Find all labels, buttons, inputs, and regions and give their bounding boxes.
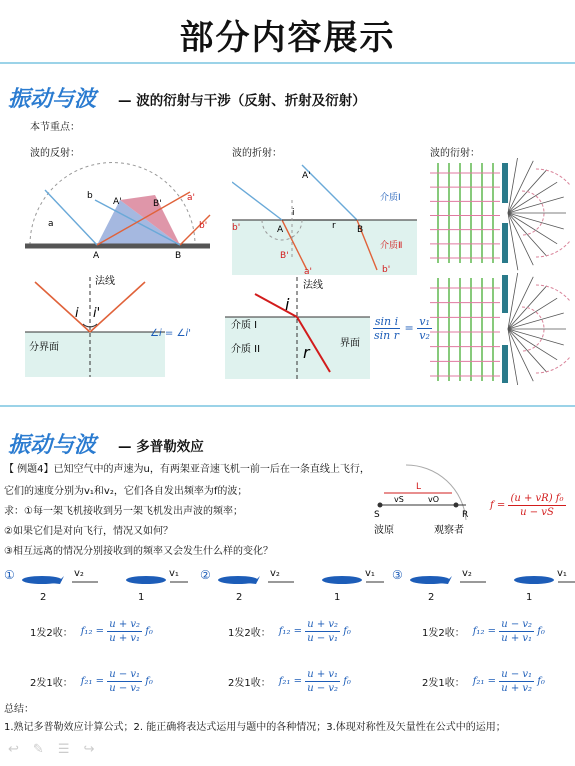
problem-line4: ②如果它们是对向飞行，情况又如何？ (4, 526, 173, 537)
refr-normal-label: 法线 (303, 280, 323, 291)
refr-medium2: 介质Ⅱ (380, 241, 403, 251)
formula-row (228, 668, 351, 695)
label-vO: vO (428, 495, 440, 504)
diffraction-diagram (430, 158, 570, 273)
formula-label: 2发1收： (422, 678, 465, 689)
medium1-label: 介质 I (231, 320, 258, 331)
formula: f₂₁ = $\frac{\text{u − v₁}}{\text{u + v₂}}$ f₀ (472, 669, 545, 694)
fan-ray (508, 313, 564, 329)
doppler-num: (u + vR) f₀ (510, 493, 564, 504)
angle-i-prime: i' (93, 306, 101, 321)
barrier2-top (502, 275, 508, 313)
formula-label: 1发2收： (422, 628, 465, 639)
refr-label-b-prime: b' (382, 265, 391, 275)
formula-row (30, 618, 153, 645)
fan-ray (508, 197, 564, 213)
fan-ray (508, 158, 518, 213)
page-title: 部分内容展示 (179, 18, 396, 58)
interface2-label: 界面 (340, 338, 360, 349)
back-arrow-icon[interactable]: ↩ (8, 742, 19, 757)
plane-number-right: 1 (138, 592, 145, 603)
refr-label-B-prime: B' (280, 251, 289, 261)
wave-grid-2 (430, 278, 500, 381)
forward-arrow-icon[interactable]: ↪ (83, 742, 95, 757)
label-A-prime: A' (113, 197, 122, 207)
doppler-arc (406, 465, 469, 520)
snell-num: sin i (374, 315, 399, 328)
formula-label: 1发2收： (228, 628, 271, 639)
fan-ray (508, 329, 518, 385)
refr-angle-r: r (303, 343, 310, 362)
velocity-label-left: v₂ (270, 568, 280, 579)
label-b: b (87, 191, 93, 201)
barrier2-bottom (502, 345, 508, 383)
plane-1-body (126, 576, 166, 584)
fan-arc (550, 158, 570, 273)
refraction-law-diagram (225, 272, 375, 382)
reflection-law-medium (25, 332, 165, 377)
formula-row (228, 618, 351, 645)
angle-arc (83, 324, 97, 327)
reflection-label: 波的反射： (30, 148, 80, 159)
formula: f₂₁ = $\frac{\text{u − v₁}}{\text{u − v₂}}$ f₀ (80, 669, 153, 694)
plane-number-left: 2 (428, 592, 435, 603)
interface-label: 分界面 (29, 342, 59, 353)
formula-label: 2发1收： (30, 678, 73, 689)
menu-icon[interactable]: ☰ (57, 742, 70, 757)
snell-rden: v₂ (419, 329, 430, 342)
plane-1-body (322, 576, 362, 584)
fan-ray (508, 273, 518, 329)
label-B-prime: B' (153, 199, 162, 209)
barrier-bottom (502, 223, 508, 263)
snell-formula: $\frac{\text{sin i}}{\text{sin r}}$ = $\frac{\text{v₁}}{\text{v₂}}$ (374, 315, 430, 342)
label-a-prime: a' (187, 193, 195, 203)
case-mark: ③ (392, 568, 403, 582)
snell-den: sin r (374, 329, 400, 342)
section1-title: — 波的衍射与干涉（反射、折射及衍射） (118, 93, 366, 109)
focus-label: 本节重点： (30, 122, 80, 133)
refr-label-r: r (332, 221, 336, 231)
diffraction-fan (508, 158, 570, 273)
summary-text: 1.熟记多普勒效应计算公式；2. 能正确将表达式运用与题中的各种情况；3.体现对称性及矢量性在公式中的运用； (4, 722, 506, 733)
plane-number-left: 2 (40, 592, 47, 603)
refraction-label: 波的折射： (232, 148, 282, 159)
header-separator (0, 62, 575, 64)
diffraction-diagram-2 (430, 273, 570, 385)
summary-label: 总结： (4, 704, 34, 715)
plane-number-left: 2 (236, 592, 243, 603)
case-mark: ① (4, 568, 15, 582)
refraction-diagram (232, 160, 417, 278)
refr-medium1: 介质Ⅰ (380, 193, 401, 203)
label-B: B (175, 251, 182, 260)
bottom-toolbar (8, 742, 94, 757)
refr-label-a-prime: a' (304, 267, 312, 277)
fan-ray (508, 329, 564, 345)
label-S: S (374, 510, 380, 520)
plane-2-body (410, 576, 450, 584)
section-separator (0, 405, 575, 407)
velocity-label-left: v₂ (74, 568, 84, 579)
doppler-den: u − vS (520, 507, 554, 518)
section2-brand: 振动与波 (8, 432, 97, 458)
label-vS: vS (394, 495, 404, 504)
fan-ray (508, 329, 547, 372)
label-a: a (48, 219, 54, 229)
section2-title: — 多普勒效应 (118, 439, 204, 455)
reflection-law-incident (35, 282, 90, 332)
fan-ray (508, 213, 547, 256)
formula-label: 2发1收： (228, 678, 271, 689)
normal-label: 法线 (95, 276, 115, 287)
formula-row (422, 618, 545, 645)
plane-2-body (218, 576, 258, 584)
plane-number-right: 1 (526, 592, 533, 603)
label-L: L (416, 482, 422, 492)
refraction-law-incident (255, 294, 297, 317)
doppler-formula (490, 492, 566, 519)
wave-grid (430, 163, 500, 263)
problem-line5: ③相互远离的情况分别接收到的频率又会发生什么样的变化？ (4, 546, 273, 557)
velocity-label-right: v₁ (365, 568, 375, 579)
case-mark: ② (200, 568, 211, 582)
plane-number-right: 1 (334, 592, 341, 603)
formula: f₂₁ = $\frac{\text{u + v₁}}{\text{u − v₂}}$ f₀ (278, 669, 351, 694)
fan-ray (508, 213, 518, 270)
reflection-diagram (15, 160, 215, 260)
refr-label-A: A (277, 225, 284, 235)
formula-label: 1发2收： (30, 628, 73, 639)
diffraction-label: 波的衍射： (430, 148, 480, 159)
diffraction-fan-2 (508, 273, 570, 385)
formula: f₁₂ = $\frac{\text{u + v₂}}{\text{u − v₁}}$ f₀ (278, 619, 351, 644)
plane-1-body (514, 576, 554, 584)
source-label: 波原 (374, 525, 394, 536)
velocity-label-right: v₁ (169, 568, 179, 579)
barrier-top (502, 163, 508, 203)
fan-ray (508, 213, 564, 229)
label-b-prime: b' (199, 221, 208, 231)
problem-line1: 【 例题4】已知空气中的声速为u，有两架亚音速飞机一前一后在一条直线上飞行， (4, 464, 370, 475)
velocity-label-right: v₁ (557, 568, 567, 579)
velocity-label-left: v₂ (462, 568, 472, 579)
refr-label-b-prime-left: b' (232, 223, 241, 233)
observer-label: 观察者 (434, 525, 464, 536)
formula: f₁₂ = $\frac{\text{u + v₂}}{\text{u + v₁}}$ f₀ (80, 619, 153, 644)
refr-label-i: i (292, 208, 295, 218)
incident-ray-a (232, 182, 282, 220)
snell-rnum: v₁ (419, 315, 430, 328)
angle-i: i (75, 306, 79, 321)
pen-icon[interactable]: ✎ (32, 742, 44, 757)
formula-row (422, 668, 545, 695)
planes-svg (408, 570, 575, 592)
formula: f₁₂ = $\frac{\text{u − v₂}}{\text{u + v₁}}$ f₀ (472, 619, 545, 644)
doppler-diagram (366, 455, 476, 540)
source-dot (378, 503, 383, 508)
refr-angle-i: i (285, 295, 290, 314)
problem-line3: 求：①每一架飞机接收到另一架飞机发出声波的频率； (4, 506, 243, 517)
refr-label-A-prime: A' (302, 171, 311, 181)
section1-brand: 振动与波 (8, 86, 97, 112)
plane-2-body (22, 576, 62, 584)
doppler-f: f = (490, 500, 506, 511)
formula-row (30, 668, 153, 695)
planes-svg (20, 570, 188, 592)
reflection-law-diagram (25, 272, 205, 382)
problem-line2: 它们的速度分别为v₁和v₂，它们各自发出频率为f的波； (4, 486, 248, 497)
refr-label-B: B (357, 225, 364, 235)
label-R: R (462, 510, 469, 520)
angle-equation: ∠i = ∠i' (150, 328, 191, 339)
observer-dot (454, 503, 459, 508)
label-A: A (93, 251, 100, 260)
planes-svg (216, 570, 384, 592)
medium2-label: 介质 II (231, 344, 261, 355)
